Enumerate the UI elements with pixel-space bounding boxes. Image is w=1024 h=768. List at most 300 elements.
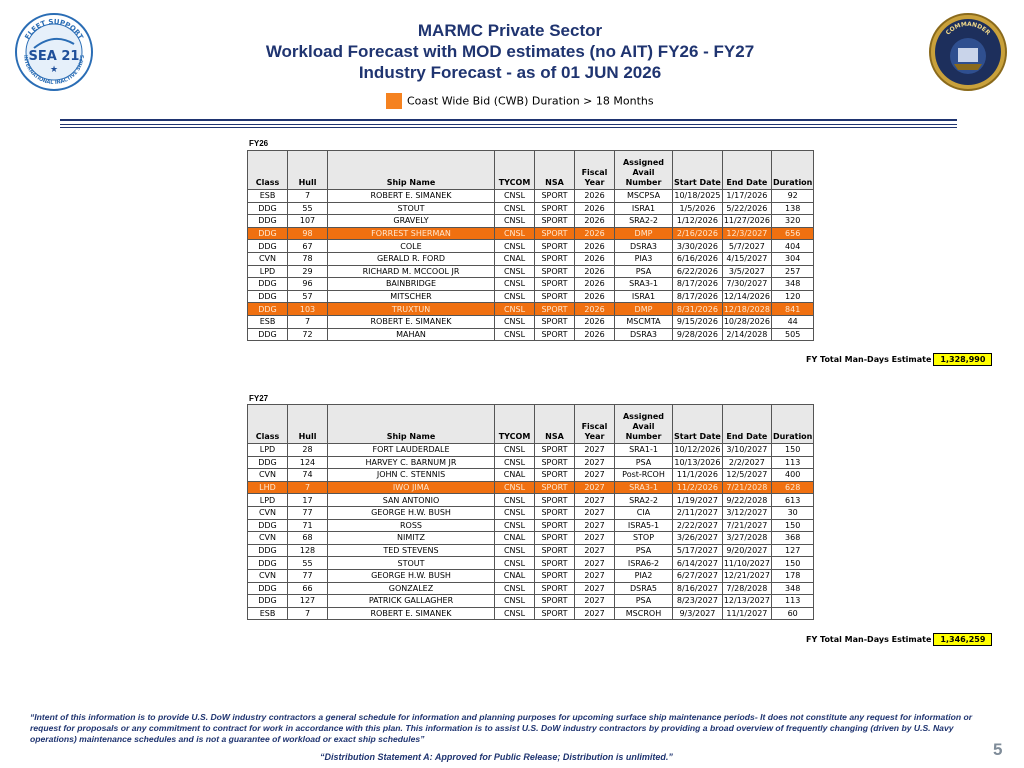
- cell-avail: PIA3: [615, 252, 673, 265]
- cell-duration: 348: [771, 278, 813, 291]
- cell-tycom: CNSL: [495, 265, 535, 278]
- cell-end: 11/27/2026: [723, 216, 770, 226]
- cell-nsa: SPORT: [535, 444, 575, 457]
- col-class: Class: [248, 405, 288, 444]
- cell-tycom: CNSL: [495, 215, 535, 228]
- cell-end: 7/21/2028: [722, 481, 771, 494]
- cell-end: 12/5/2027: [722, 469, 771, 482]
- cell-start: 1/19/2027: [673, 494, 723, 507]
- table-row: [248, 227, 814, 240]
- col-ship-name: Ship Name: [328, 405, 495, 444]
- divider: [60, 124, 957, 125]
- svg-text:SEA 21: SEA 21: [28, 49, 80, 64]
- cell-nsa: SPORT: [535, 494, 575, 507]
- estimate-label: FY Total Man-Days Estimate: [806, 355, 932, 364]
- cell-end: 9/22/2028: [722, 494, 771, 507]
- cell-duration: 30: [771, 506, 813, 519]
- fy27-label: FY27: [249, 394, 269, 403]
- cell-hull: 67: [288, 240, 328, 253]
- table-row: [248, 506, 814, 519]
- cell-tycom: CNSL: [495, 444, 535, 457]
- cell-nsa: SPORT: [535, 481, 575, 494]
- cell-duration: 60: [771, 607, 813, 620]
- cell-ship: ROBERT E. SIMANEK: [328, 315, 495, 328]
- cell-ship: HARVEY C. BARNUM JR: [328, 456, 495, 469]
- table-row: [248, 328, 814, 341]
- table-row: [248, 215, 814, 228]
- cell-avail: SRA2-2: [615, 215, 673, 228]
- cell-duration: 368: [771, 532, 813, 545]
- cell-hull: 77: [288, 506, 328, 519]
- cell-duration: 44: [771, 315, 813, 328]
- table-row: [248, 240, 814, 253]
- cell-end: 3/12/2027: [722, 506, 771, 519]
- table-row: [248, 582, 814, 595]
- col-duration: Duration: [771, 151, 813, 190]
- cell-hull: 7: [288, 481, 328, 494]
- cell-start: 9/3/2027: [673, 607, 723, 620]
- col-ship-name: Ship Name: [328, 151, 495, 190]
- cell-ship: NIMITZ: [328, 532, 495, 545]
- col-fiscal-year: Fiscal Year: [575, 151, 615, 190]
- cell-avail: STOP: [615, 532, 673, 545]
- cell-fy: 2026: [575, 227, 615, 240]
- cell-end: 12/18/2028: [723, 304, 770, 314]
- cell-hull: 7: [288, 607, 328, 620]
- cell-fy: 2027: [575, 481, 615, 494]
- table-row: [248, 190, 814, 203]
- estimate-label: FY Total Man-Days Estimate: [806, 635, 932, 644]
- cell-nsa: SPORT: [535, 202, 575, 215]
- fy27-table: [247, 404, 814, 620]
- cell-hull: 74: [288, 469, 328, 482]
- cell-avail: DMP: [615, 227, 673, 240]
- cell-class: DDG: [248, 215, 288, 228]
- cell-fy: 2026: [575, 265, 615, 278]
- table-row: [248, 315, 814, 328]
- cell-duration: 113: [771, 595, 813, 608]
- cell-start: 1/5/2026: [673, 202, 723, 215]
- table-row: [248, 456, 814, 469]
- col-nsa: NSA: [535, 151, 575, 190]
- cell-avail: MSCROH: [615, 607, 673, 620]
- cell-tycom: CNAL: [495, 469, 535, 482]
- cell-fy: 2027: [575, 469, 615, 482]
- cell-end: 5/22/2026: [722, 202, 771, 215]
- cell-avail: PSA: [615, 265, 673, 278]
- cell-start: 3/30/2026: [673, 240, 723, 253]
- cell-tycom: CNAL: [495, 569, 535, 582]
- cell-ship: MITSCHER: [328, 290, 495, 303]
- cell-tycom: CNSL: [495, 544, 535, 557]
- cell-start: 10/13/2026: [674, 457, 721, 467]
- cell-start: 3/26/2027: [673, 532, 723, 545]
- cell-class: LPD: [248, 444, 288, 457]
- cell-duration: 613: [771, 494, 813, 507]
- cell-ship: SAN ANTONIO: [328, 494, 495, 507]
- cell-fy: 2026: [575, 290, 615, 303]
- cell-hull: 77: [288, 569, 328, 582]
- cell-end: 7/28/2028: [722, 582, 771, 595]
- legend-label: Coast Wide Bid (CWB) Duration > 18 Months: [407, 94, 654, 108]
- table-row: [248, 532, 814, 545]
- cell-duration: 320: [771, 215, 813, 228]
- cell-tycom: CNSL: [495, 494, 535, 507]
- cell-ship: FORT LAUDERDALE: [328, 444, 495, 457]
- cell-ship: STOUT: [328, 202, 495, 215]
- cell-hull: 103: [288, 303, 328, 316]
- cell-tycom: CNSL: [495, 481, 535, 494]
- cell-ship: ROBERT E. SIMANEK: [328, 607, 495, 620]
- legend-swatch: [386, 93, 402, 109]
- cell-avail: CIA: [615, 506, 673, 519]
- cell-ship: ROSS: [328, 519, 495, 532]
- fy26-table: [247, 150, 814, 341]
- col-nsa: NSA: [535, 405, 575, 444]
- col-end-date: End Date: [722, 405, 771, 444]
- table-header-row: [248, 405, 814, 444]
- cell-tycom: CNSL: [495, 303, 535, 316]
- cell-class: LPD: [248, 265, 288, 278]
- cell-hull: 55: [288, 202, 328, 215]
- cell-end: 3/10/2027: [722, 444, 771, 457]
- cell-class: DDG: [248, 328, 288, 341]
- cell-avail: PSA: [615, 595, 673, 608]
- cell-tycom: CNSL: [495, 582, 535, 595]
- cell-avail: PSA: [615, 544, 673, 557]
- cell-avail: SRA2-2: [615, 494, 673, 507]
- cell-fy: 2027: [575, 569, 615, 582]
- table-row: [248, 444, 814, 457]
- cell-nsa: SPORT: [535, 215, 575, 228]
- cell-fy: 2027: [575, 582, 615, 595]
- cell-duration: 120: [771, 290, 813, 303]
- cell-class: DDG: [248, 240, 288, 253]
- cell-nsa: SPORT: [535, 544, 575, 557]
- cell-avail: SRA3-1: [615, 278, 673, 291]
- cell-class: CVN: [248, 469, 288, 482]
- cell-hull: 96: [288, 278, 328, 291]
- cell-ship: GERALD R. FORD: [328, 252, 495, 265]
- distribution-statement: “Distribution Statement A: Approved for Public Release; Distribution is unlimited.”: [320, 752, 673, 762]
- cell-class: CVN: [248, 532, 288, 545]
- cell-duration: 656: [771, 227, 813, 240]
- cell-duration: 113: [771, 456, 813, 469]
- cell-start: 2/16/2026: [673, 227, 723, 240]
- cell-duration: 178: [771, 569, 813, 582]
- cell-start: 11/2/2026: [673, 481, 723, 494]
- cell-class: LHD: [248, 481, 288, 494]
- cell-start: 10/18/2025: [674, 191, 721, 201]
- cell-ship: MAHAN: [328, 328, 495, 341]
- divider: [60, 127, 957, 128]
- cell-class: DDG: [248, 202, 288, 215]
- cell-class: DDG: [248, 595, 288, 608]
- cell-duration: 150: [771, 557, 813, 570]
- table-row: [248, 290, 814, 303]
- cell-fy: 2026: [575, 252, 615, 265]
- cell-hull: 7: [288, 315, 328, 328]
- cell-nsa: SPORT: [535, 303, 575, 316]
- col-fiscal-year: Fiscal Year: [575, 405, 615, 444]
- cell-avail: ISRA6-2: [615, 557, 673, 570]
- cell-start: 11/1/2026: [673, 469, 723, 482]
- cell-nsa: SPORT: [535, 278, 575, 291]
- table-row: [248, 202, 814, 215]
- cell-start: 8/17/2026: [673, 278, 723, 291]
- cell-start: 9/28/2026: [673, 328, 723, 341]
- cell-end: 11/1/2027: [722, 607, 771, 620]
- col-avail-number: Assigned Avail Number: [615, 151, 673, 190]
- cell-nsa: SPORT: [535, 557, 575, 570]
- sea21-logo: [14, 12, 94, 92]
- cell-fy: 2027: [575, 595, 615, 608]
- cell-start: 5/17/2027: [673, 544, 723, 557]
- cell-hull: 124: [288, 456, 328, 469]
- cell-end: 10/28/2026: [723, 317, 770, 327]
- fy27-table-wrap: [247, 404, 814, 620]
- table-row: [248, 607, 814, 620]
- cell-fy: 2027: [575, 519, 615, 532]
- cell-class: DDG: [248, 303, 288, 316]
- svg-text:FLEET SUPPORT: FLEET SUPPORT: [23, 17, 85, 41]
- cell-start: 2/11/2027: [673, 506, 723, 519]
- svg-text:INTERNATIONAL INACTIVE SHIPS: INTERNATIONAL INACTIVE SHIPS: [22, 54, 87, 87]
- cell-fy: 2026: [575, 202, 615, 215]
- cell-tycom: CNSL: [495, 519, 535, 532]
- cell-ship: TED STEVENS: [328, 544, 495, 557]
- cell-duration: 150: [771, 444, 813, 457]
- estimate-value: 1,328,990: [933, 353, 992, 366]
- cell-duration: 628: [771, 481, 813, 494]
- col-tycom: TYCOM: [495, 405, 535, 444]
- cell-tycom: CNSL: [495, 315, 535, 328]
- cell-avail: DSRA5: [615, 582, 673, 595]
- cell-start: 6/27/2027: [673, 569, 723, 582]
- page-number: 5: [993, 740, 1003, 759]
- cell-start: 1/12/2026: [673, 215, 723, 228]
- cell-ship: RICHARD M. MCCOOL JR: [328, 265, 495, 278]
- divider: [60, 119, 957, 121]
- page-title: [180, 20, 840, 83]
- title-line-2: Workload Forecast with MOD estimates (no AIT) FY26 - FY27: [265, 42, 755, 61]
- title-line-3: Industry Forecast - as of 01 JUN 2026: [358, 63, 662, 82]
- cell-end: 3/5/2027: [722, 265, 771, 278]
- cell-duration: 841: [771, 303, 813, 316]
- cell-duration: 404: [771, 240, 813, 253]
- cell-avail: PSA: [615, 456, 673, 469]
- cell-end: 12/14/2026: [723, 292, 770, 302]
- cell-class: CVN: [248, 506, 288, 519]
- cell-duration: 505: [771, 328, 813, 341]
- col-hull: Hull: [288, 405, 328, 444]
- table-row: [248, 544, 814, 557]
- cell-duration: 400: [771, 469, 813, 482]
- svg-text:COMMANDER: COMMANDER: [944, 20, 992, 37]
- cell-ship: ROBERT E. SIMANEK: [328, 190, 495, 203]
- cell-fy: 2026: [575, 190, 615, 203]
- cell-nsa: SPORT: [535, 595, 575, 608]
- cell-start: 6/16/2026: [673, 252, 723, 265]
- cell-avail: Post-RCOH: [615, 469, 673, 482]
- cell-ship: IWO JIMA: [328, 481, 495, 494]
- commander-seal-logo: [928, 12, 1008, 92]
- cell-end: 7/30/2027: [722, 278, 771, 291]
- cell-fy: 2027: [575, 532, 615, 545]
- cell-duration: 138: [771, 202, 813, 215]
- cell-hull: 57: [288, 290, 328, 303]
- cell-nsa: SPORT: [535, 290, 575, 303]
- cell-avail: ISRA1: [615, 290, 673, 303]
- col-class: Class: [248, 151, 288, 190]
- cell-duration: 150: [771, 519, 813, 532]
- cell-tycom: CNSL: [495, 456, 535, 469]
- table-row: [248, 494, 814, 507]
- cell-ship: GEORGE H.W. BUSH: [328, 569, 495, 582]
- cell-end: 2/2/2027: [722, 456, 771, 469]
- cell-ship: BAINBRIDGE: [328, 278, 495, 291]
- cell-tycom: CNSL: [495, 595, 535, 608]
- cell-hull: 29: [288, 265, 328, 278]
- cell-avail: ISRA1: [615, 202, 673, 215]
- cell-end: 12/3/2027: [722, 227, 771, 240]
- cell-duration: 92: [771, 190, 813, 203]
- cell-fy: 2027: [575, 494, 615, 507]
- cell-tycom: CNSL: [495, 607, 535, 620]
- cell-duration: 257: [771, 265, 813, 278]
- cell-start: 8/23/2027: [673, 595, 723, 608]
- cell-class: DDG: [248, 582, 288, 595]
- cell-tycom: CNSL: [495, 240, 535, 253]
- cell-class: ESB: [248, 607, 288, 620]
- cell-start: 8/17/2026: [673, 290, 723, 303]
- cell-end: 9/20/2027: [722, 544, 771, 557]
- cell-avail: ISRA5-1: [615, 519, 673, 532]
- cell-ship: TRUXTUN: [328, 303, 495, 316]
- cell-start: 8/31/2026: [673, 303, 723, 316]
- cell-avail: DSRA3: [615, 328, 673, 341]
- cell-tycom: CNSL: [495, 278, 535, 291]
- cell-hull: 17: [288, 494, 328, 507]
- col-tycom: TYCOM: [495, 151, 535, 190]
- cell-fy: 2026: [575, 328, 615, 341]
- legend: [386, 93, 654, 111]
- cell-fy: 2026: [575, 278, 615, 291]
- cell-start: 9/15/2026: [673, 315, 723, 328]
- cell-nsa: SPORT: [535, 469, 575, 482]
- cell-hull: 128: [288, 544, 328, 557]
- cell-class: DDG: [248, 456, 288, 469]
- cell-nsa: SPORT: [535, 519, 575, 532]
- cell-class: DDG: [248, 544, 288, 557]
- cell-end: 12/21/2027: [723, 571, 770, 581]
- cell-hull: 28: [288, 444, 328, 457]
- cell-class: LPD: [248, 494, 288, 507]
- cell-ship: STOUT: [328, 557, 495, 570]
- cell-end: 11/10/2027: [723, 558, 770, 568]
- cell-start: 2/22/2027: [673, 519, 723, 532]
- cell-fy: 2026: [575, 215, 615, 228]
- cell-nsa: SPORT: [535, 456, 575, 469]
- table-row: [248, 557, 814, 570]
- cell-class: CVN: [248, 569, 288, 582]
- cell-fy: 2027: [575, 456, 615, 469]
- cell-hull: 72: [288, 328, 328, 341]
- cell-hull: 55: [288, 557, 328, 570]
- cell-fy: 2027: [575, 544, 615, 557]
- cell-class: DDG: [248, 557, 288, 570]
- cell-end: 3/27/2028: [722, 532, 771, 545]
- cell-ship: GRAVELY: [328, 215, 495, 228]
- cell-class: DDG: [248, 519, 288, 532]
- cell-fy: 2027: [575, 506, 615, 519]
- cell-nsa: SPORT: [535, 315, 575, 328]
- table-row: [248, 303, 814, 316]
- cell-fy: 2027: [575, 607, 615, 620]
- cell-avail: SRA1-1: [615, 444, 673, 457]
- cell-tycom: CNSL: [495, 557, 535, 570]
- cell-class: CVN: [248, 252, 288, 265]
- cell-avail: DSRA3: [615, 240, 673, 253]
- cell-start: 8/16/2027: [673, 582, 723, 595]
- cell-hull: 98: [288, 227, 328, 240]
- cell-nsa: SPORT: [535, 582, 575, 595]
- col-start-date: Start Date: [673, 405, 723, 444]
- cell-nsa: SPORT: [535, 506, 575, 519]
- col-start-date: Start Date: [673, 151, 723, 190]
- cell-nsa: SPORT: [535, 190, 575, 203]
- cell-ship: FORREST SHERMAN: [328, 227, 495, 240]
- table-row: [248, 595, 814, 608]
- table-row: [248, 265, 814, 278]
- col-avail-number: Assigned Avail Number: [615, 405, 673, 444]
- cell-avail: SRA3-1: [615, 481, 673, 494]
- cell-nsa: SPORT: [535, 607, 575, 620]
- cell-ship: PATRICK GALLAGHER: [328, 595, 495, 608]
- cell-tycom: CNSL: [495, 190, 535, 203]
- cell-fy: 2027: [575, 557, 615, 570]
- cell-hull: 7: [288, 190, 328, 203]
- cell-hull: 127: [288, 595, 328, 608]
- cell-duration: 127: [771, 544, 813, 557]
- col-end-date: End Date: [722, 151, 771, 190]
- cell-start: 6/14/2027: [673, 557, 723, 570]
- cell-avail: MSCMTA: [615, 315, 673, 328]
- cell-end: 2/14/2028: [722, 328, 771, 341]
- cell-ship: GONZALEZ: [328, 582, 495, 595]
- cell-fy: 2027: [575, 444, 615, 457]
- cell-avail: DMP: [615, 303, 673, 316]
- cell-fy: 2026: [575, 303, 615, 316]
- cell-end: 4/15/2027: [722, 252, 771, 265]
- fy26-estimate: [806, 353, 992, 366]
- cell-end: 5/7/2027: [722, 240, 771, 253]
- cell-start: 10/12/2026: [674, 445, 721, 455]
- cell-class: ESB: [248, 190, 288, 203]
- cell-tycom: CNSL: [495, 506, 535, 519]
- cell-tycom: CNSL: [495, 202, 535, 215]
- cell-end: 7/21/2027: [722, 519, 771, 532]
- table-row: [248, 519, 814, 532]
- cell-nsa: SPORT: [535, 569, 575, 582]
- cell-nsa: SPORT: [535, 252, 575, 265]
- estimate-value: 1,346,259: [933, 633, 992, 646]
- cell-start: 6/22/2026: [673, 265, 723, 278]
- cell-fy: 2026: [575, 240, 615, 253]
- cell-end: 1/17/2026: [722, 190, 771, 203]
- cell-nsa: SPORT: [535, 265, 575, 278]
- cell-class: DDG: [248, 227, 288, 240]
